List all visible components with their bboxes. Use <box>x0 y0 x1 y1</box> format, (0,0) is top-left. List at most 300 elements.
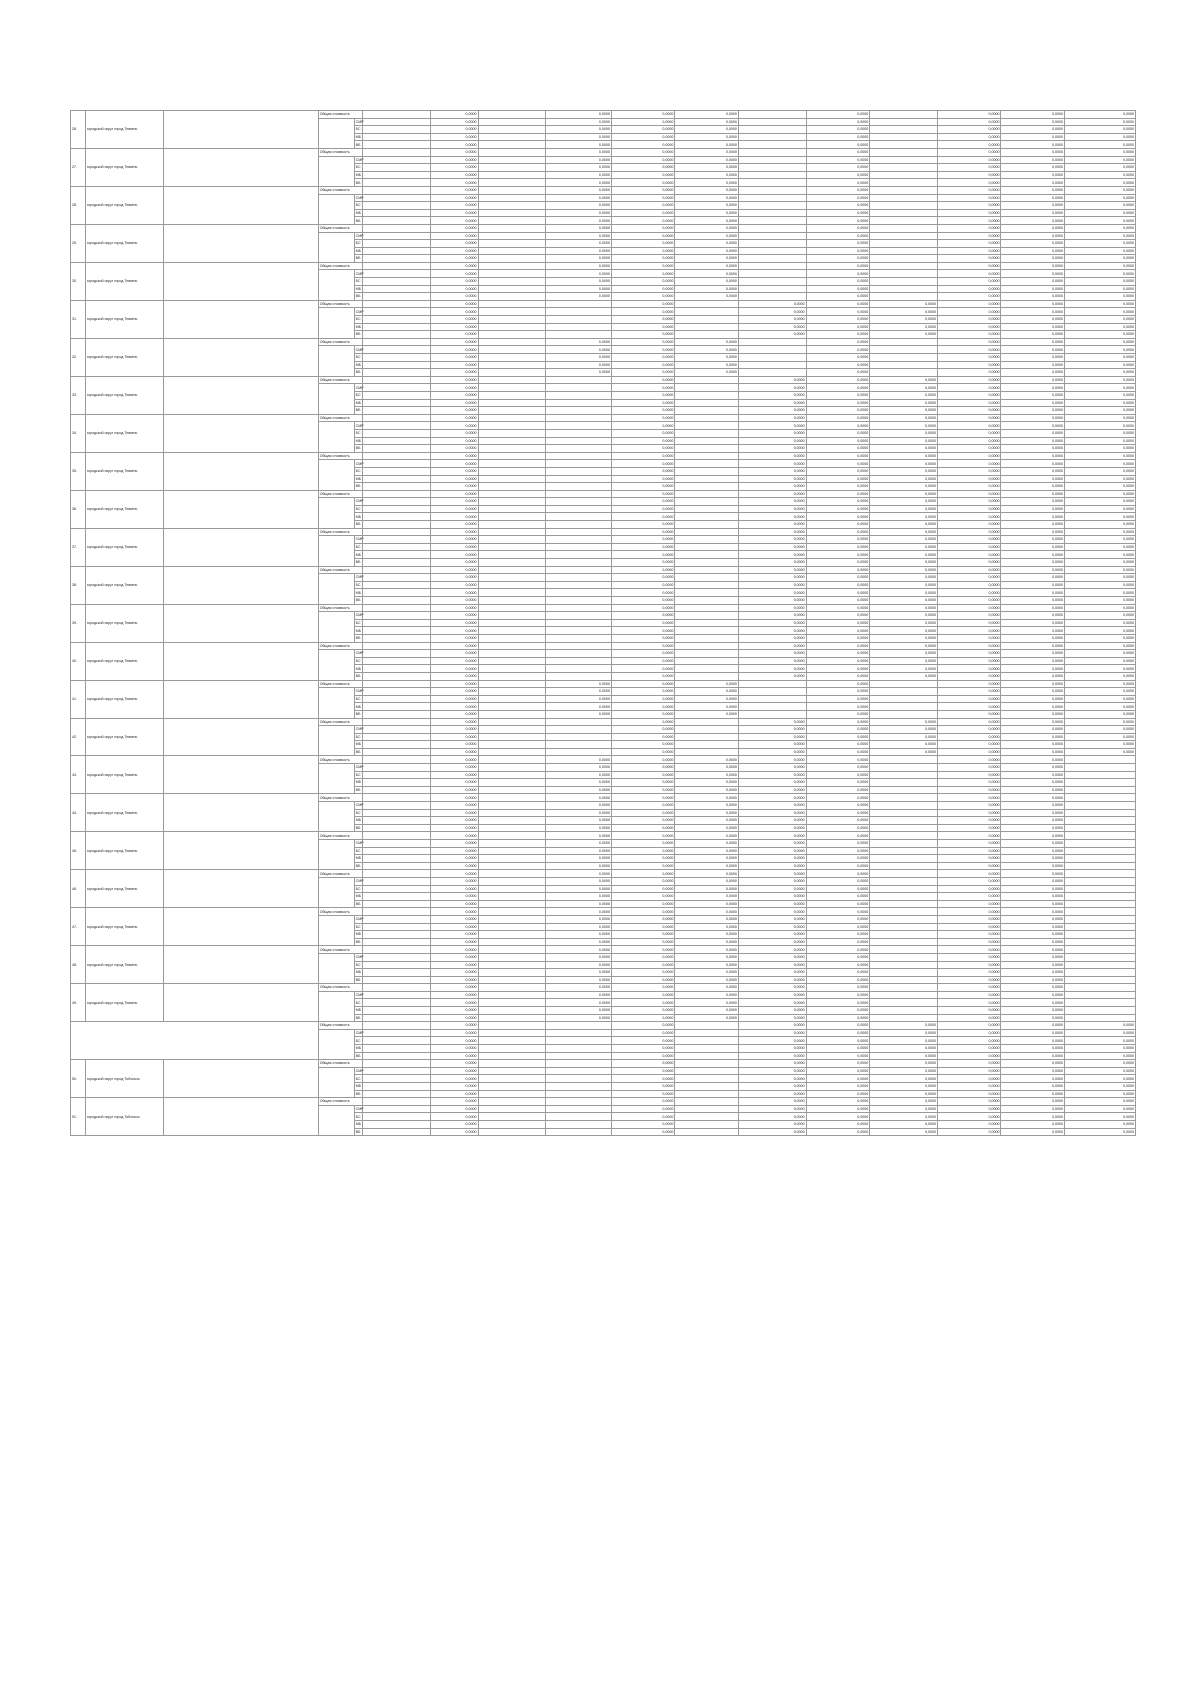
value-cell: 0,0000 <box>937 1037 1001 1045</box>
value-cell <box>363 642 431 650</box>
value-cell: 0,0000 <box>675 938 739 946</box>
value-cell: 0,0000 <box>937 1014 1001 1022</box>
value-cell <box>675 331 739 339</box>
value-cell: 0,0000 <box>546 817 612 825</box>
value-cell: 0,0000 <box>1001 991 1065 999</box>
value-cell: 0,0000 <box>611 141 675 149</box>
value-cell: 0,0000 <box>611 1037 675 1045</box>
value-cell: 0,0000 <box>937 361 1001 369</box>
value-cell <box>478 300 546 308</box>
value-cell <box>478 126 546 134</box>
value-cell: 0,0000 <box>937 422 1001 430</box>
value-cell: 0,0000 <box>611 490 675 498</box>
value-cell <box>363 1045 431 1053</box>
value-cell: 0,0000 <box>1064 642 1135 650</box>
sub-label: МБ <box>355 438 362 443</box>
value-cell: 0,0000 <box>806 232 870 240</box>
sub-label: МБ <box>355 932 362 937</box>
value-cell <box>546 422 612 430</box>
value-cell: 0,0000 <box>611 733 675 741</box>
table-row <box>71 604 1136 612</box>
value-cell: 0,0000 <box>611 953 675 961</box>
value-cell: 0,0000 <box>675 877 739 885</box>
value-cell: 0,0000 <box>546 278 612 286</box>
value-cell: 0,0000 <box>1001 156 1065 164</box>
object-description <box>164 566 319 604</box>
value-cell <box>478 581 546 589</box>
value-cell: 0,0000 <box>1001 111 1065 119</box>
value-cell: 0,0000 <box>546 247 612 255</box>
value-cell: 0,0000 <box>1064 323 1135 331</box>
value-cell: 0,0000 <box>870 521 938 529</box>
value-cell: 0,0000 <box>806 164 870 172</box>
value-cell: 0,0000 <box>1001 703 1065 711</box>
value-cell: 0,0000 <box>937 437 1001 445</box>
value-cell <box>870 961 938 969</box>
value-cell: 0,0000 <box>675 186 739 194</box>
value-cell <box>363 437 431 445</box>
sub-label: БС <box>354 1037 362 1045</box>
value-cell: 0,0000 <box>430 688 478 696</box>
value-cell <box>478 156 546 164</box>
object-description <box>164 148 319 186</box>
value-cell <box>870 885 938 893</box>
value-cell: 0,0000 <box>611 240 675 248</box>
value-cell: 0,0000 <box>611 118 675 126</box>
value-cell <box>478 953 546 961</box>
value-cell: 0,0000 <box>430 991 478 999</box>
value-cell: 0,0000 <box>546 346 612 354</box>
value-cell <box>478 877 546 885</box>
value-cell <box>478 923 546 931</box>
value-cell <box>363 323 431 331</box>
value-cell: 0,0000 <box>1064 429 1135 437</box>
value-cell <box>478 308 546 316</box>
value-cell: 0,0000 <box>675 338 739 346</box>
value-cell <box>1064 862 1135 870</box>
value-cell <box>363 1022 431 1030</box>
value-cell: 0,0000 <box>1064 672 1135 680</box>
value-cell: 0,0000 <box>806 688 870 696</box>
value-cell <box>478 232 546 240</box>
sub-label: Общая стоимость <box>318 224 362 232</box>
value-cell <box>363 1113 431 1121</box>
value-cell <box>363 293 431 301</box>
value-cell: 0,0000 <box>806 710 870 718</box>
sub-group-label <box>318 156 354 186</box>
sub-label: Общая стоимость <box>318 376 362 384</box>
value-cell: 0,0000 <box>430 179 478 187</box>
table-row <box>71 224 1136 232</box>
value-cell: 0,0000 <box>430 232 478 240</box>
value-cell: 0,0000 <box>806 467 870 475</box>
value-cell: 0,0000 <box>611 1014 675 1022</box>
value-cell: 0,0000 <box>546 953 612 961</box>
value-cell: 0,0000 <box>806 1083 870 1091</box>
value-cell: 0,0000 <box>675 164 739 172</box>
value-cell: 0,0000 <box>430 999 478 1007</box>
value-cell: 0,0000 <box>806 650 870 658</box>
value-cell: 0,0000 <box>738 908 806 916</box>
value-cell <box>1064 923 1135 931</box>
sub-label: СМР <box>355 537 364 542</box>
value-cell: 0,0000 <box>937 467 1001 475</box>
sub-label: БС <box>354 391 362 399</box>
value-cell: 0,0000 <box>870 422 938 430</box>
value-cell: 0,0000 <box>611 308 675 316</box>
value-cell: 0,0000 <box>430 1098 478 1106</box>
value-cell <box>478 141 546 149</box>
value-cell <box>363 475 431 483</box>
value-cell <box>675 1128 739 1136</box>
value-cell <box>363 840 431 848</box>
value-cell: 0,0000 <box>1001 688 1065 696</box>
value-cell: 0,0000 <box>1001 247 1065 255</box>
value-cell <box>363 126 431 134</box>
value-cell <box>675 513 739 521</box>
sub-label: Общая стоимость <box>318 186 362 194</box>
value-cell: 0,0000 <box>1064 1022 1135 1030</box>
value-cell: 0,0000 <box>806 338 870 346</box>
value-cell <box>870 991 938 999</box>
value-cell: 0,0000 <box>1001 817 1065 825</box>
value-cell <box>546 1113 612 1121</box>
value-cell: 0,0000 <box>738 399 806 407</box>
value-cell <box>546 612 612 620</box>
value-cell: 0,0000 <box>937 209 1001 217</box>
value-cell <box>1064 764 1135 772</box>
value-cell: 0,0000 <box>806 1113 870 1121</box>
row-number: 31. <box>71 300 86 338</box>
value-cell: 0,0000 <box>870 391 938 399</box>
value-cell: 0,0000 <box>1001 855 1065 863</box>
value-cell <box>363 354 431 362</box>
value-cell: 0,0000 <box>937 710 1001 718</box>
sub-label: БС <box>354 695 362 703</box>
value-cell: 0,0000 <box>806 999 870 1007</box>
sub-label: МБ <box>355 134 362 139</box>
sub-group-label <box>318 991 354 1021</box>
value-cell: 0,0000 <box>738 498 806 506</box>
value-cell <box>363 984 431 992</box>
value-cell: 0,0000 <box>806 217 870 225</box>
value-cell <box>546 650 612 658</box>
value-cell: 0,0000 <box>806 1120 870 1128</box>
value-cell: 0,0000 <box>870 475 938 483</box>
value-cell: 0,0000 <box>1001 232 1065 240</box>
sub-label: БС <box>354 809 362 817</box>
value-cell <box>675 308 739 316</box>
value-cell: 0,0000 <box>611 391 675 399</box>
value-cell: 0,0000 <box>1064 703 1135 711</box>
value-cell <box>675 748 739 756</box>
value-cell: 0,0000 <box>430 118 478 126</box>
value-cell: 0,0000 <box>1001 209 1065 217</box>
object-description <box>164 186 319 224</box>
value-cell: 0,0000 <box>738 483 806 491</box>
value-cell: 0,0000 <box>937 111 1001 119</box>
value-cell: 0,0000 <box>1064 718 1135 726</box>
value-cell <box>363 634 431 642</box>
value-cell <box>478 779 546 787</box>
value-cell: 0,0000 <box>806 786 870 794</box>
value-cell: 0,0000 <box>1064 376 1135 384</box>
value-cell: 0,0000 <box>738 513 806 521</box>
value-cell: 0,0000 <box>430 877 478 885</box>
value-cell: 0,0000 <box>611 270 675 278</box>
value-cell: 0,0000 <box>675 270 739 278</box>
value-cell: 0,0000 <box>430 589 478 597</box>
value-cell <box>675 384 739 392</box>
value-cell <box>546 414 612 422</box>
value-cell: 0,0000 <box>937 1007 1001 1015</box>
value-cell <box>363 141 431 149</box>
value-cell: 0,0000 <box>937 429 1001 437</box>
value-cell: 0,0000 <box>738 528 806 536</box>
value-cell: 0,0000 <box>430 581 478 589</box>
value-cell: 0,0000 <box>546 999 612 1007</box>
value-cell: 0,0000 <box>1001 779 1065 787</box>
value-cell: 0,0000 <box>430 566 478 574</box>
value-cell: 0,0000 <box>430 361 478 369</box>
value-cell <box>870 247 938 255</box>
value-cell: 0,0000 <box>430 984 478 992</box>
value-cell <box>478 900 546 908</box>
value-cell: 0,0000 <box>546 862 612 870</box>
value-cell: 0,0000 <box>1064 1029 1135 1037</box>
value-cell <box>478 270 546 278</box>
value-cell: 0,0000 <box>1064 619 1135 627</box>
value-cell <box>738 293 806 301</box>
value-cell: 0,0000 <box>937 148 1001 156</box>
value-cell <box>478 786 546 794</box>
row-number: 29. <box>71 224 86 262</box>
value-cell <box>363 581 431 589</box>
value-cell <box>870 118 938 126</box>
value-cell: 0,0000 <box>1064 475 1135 483</box>
municipality-name: городской округ город Тюмень <box>85 300 163 338</box>
value-cell: 0,0000 <box>430 885 478 893</box>
value-cell: 0,0000 <box>430 1067 478 1075</box>
value-cell: 0,0000 <box>1001 748 1065 756</box>
value-cell: 0,0000 <box>430 513 478 521</box>
value-cell <box>1064 969 1135 977</box>
object-description <box>164 756 319 794</box>
sub-label: ВБ <box>354 862 362 870</box>
value-cell: 0,0000 <box>1064 156 1135 164</box>
value-cell <box>478 733 546 741</box>
value-cell: 0,0000 <box>611 931 675 939</box>
value-cell: 0,0000 <box>1001 316 1065 324</box>
table-row <box>71 376 1136 384</box>
value-cell: 0,0000 <box>806 794 870 802</box>
value-cell: 0,0000 <box>546 885 612 893</box>
sub-label: БС <box>354 1113 362 1121</box>
sub-label: СМР <box>355 727 364 732</box>
value-cell <box>363 680 431 688</box>
value-cell: 0,0000 <box>1001 999 1065 1007</box>
value-cell: 0,0000 <box>675 217 739 225</box>
sub-group-label <box>318 460 354 490</box>
value-cell: 0,0000 <box>806 179 870 187</box>
value-cell: 0,0000 <box>870 437 938 445</box>
value-cell: 0,0000 <box>806 361 870 369</box>
value-cell: 0,0000 <box>430 536 478 544</box>
value-cell <box>546 521 612 529</box>
value-cell <box>363 710 431 718</box>
value-cell: 0,0000 <box>937 862 1001 870</box>
value-cell: 0,0000 <box>1064 384 1135 392</box>
sub-label: МБ <box>355 628 362 633</box>
value-cell: 0,0000 <box>870 733 938 741</box>
value-cell <box>478 1090 546 1098</box>
value-cell: 0,0000 <box>611 991 675 999</box>
value-cell: 0,0000 <box>1064 695 1135 703</box>
sub-label: ВБ <box>354 597 362 605</box>
sub-label: МБ <box>355 248 362 253</box>
sub-label: БС <box>354 126 362 134</box>
value-cell: 0,0000 <box>611 1098 675 1106</box>
value-cell <box>478 604 546 612</box>
value-cell <box>478 536 546 544</box>
value-cell: 0,0000 <box>546 877 612 885</box>
value-cell: 0,0000 <box>430 809 478 817</box>
value-cell <box>478 976 546 984</box>
value-cell <box>478 665 546 673</box>
value-cell: 0,0000 <box>1001 870 1065 878</box>
value-cell <box>546 718 612 726</box>
value-cell <box>363 969 431 977</box>
value-cell <box>363 346 431 354</box>
sub-label: Общая стоимость <box>318 528 362 536</box>
value-cell: 0,0000 <box>611 217 675 225</box>
value-cell: 0,0000 <box>806 1128 870 1136</box>
value-cell <box>546 741 612 749</box>
municipality-name: городской округ город Тюмень <box>85 186 163 224</box>
value-cell: 0,0000 <box>1064 513 1135 521</box>
value-cell: 0,0000 <box>546 179 612 187</box>
value-cell: 0,0000 <box>870 1083 938 1091</box>
value-cell <box>738 171 806 179</box>
value-cell: 0,0000 <box>611 1120 675 1128</box>
value-cell <box>870 908 938 916</box>
value-cell: 0,0000 <box>546 285 612 293</box>
value-cell: 0,0000 <box>806 498 870 506</box>
value-cell: 0,0000 <box>870 331 938 339</box>
value-cell <box>546 733 612 741</box>
value-cell: 0,0000 <box>870 1120 938 1128</box>
value-cell: 0,0000 <box>870 726 938 734</box>
value-cell: 0,0000 <box>806 247 870 255</box>
value-cell <box>363 316 431 324</box>
value-cell: 0,0000 <box>806 414 870 422</box>
value-cell <box>363 384 431 392</box>
value-cell: 0,0000 <box>430 779 478 787</box>
value-cell: 0,0000 <box>430 634 478 642</box>
value-cell: 0,0000 <box>611 756 675 764</box>
value-cell <box>363 764 431 772</box>
value-cell <box>478 445 546 453</box>
value-cell: 0,0000 <box>611 650 675 658</box>
value-cell <box>546 1045 612 1053</box>
value-cell <box>363 255 431 263</box>
value-cell: 0,0000 <box>1001 1090 1065 1098</box>
value-cell: 0,0000 <box>546 938 612 946</box>
value-cell <box>870 224 938 232</box>
row-number: 41. <box>71 680 86 718</box>
value-cell: 0,0000 <box>1001 794 1065 802</box>
value-cell <box>478 118 546 126</box>
value-cell: 0,0000 <box>611 1029 675 1037</box>
sub-label: МБ <box>355 704 362 709</box>
value-cell <box>546 597 612 605</box>
table-row <box>71 1060 1136 1068</box>
value-cell: 0,0000 <box>870 589 938 597</box>
value-cell <box>546 407 612 415</box>
sub-label: СМР <box>355 765 364 770</box>
value-cell: 0,0000 <box>937 589 1001 597</box>
value-cell: 0,0000 <box>870 1045 938 1053</box>
value-cell: 0,0000 <box>430 308 478 316</box>
value-cell: 0,0000 <box>738 1060 806 1068</box>
sub-group-label <box>318 308 354 338</box>
value-cell: 0,0000 <box>738 1120 806 1128</box>
object-description <box>164 300 319 338</box>
value-cell: 0,0000 <box>675 756 739 764</box>
value-cell: 0,0000 <box>1001 733 1065 741</box>
value-cell <box>478 634 546 642</box>
value-cell: 0,0000 <box>937 748 1001 756</box>
value-cell <box>363 490 431 498</box>
value-cell: 0,0000 <box>546 1014 612 1022</box>
value-cell: 0,0000 <box>1001 847 1065 855</box>
value-cell: 0,0000 <box>937 999 1001 1007</box>
value-cell <box>478 915 546 923</box>
value-cell: 0,0000 <box>806 483 870 491</box>
value-cell: 0,0000 <box>1001 840 1065 848</box>
sub-group-label <box>318 194 354 224</box>
sub-label: БС <box>354 505 362 513</box>
sub-label: ВБ <box>354 179 362 187</box>
row-number: 36. <box>71 490 86 528</box>
value-cell <box>363 376 431 384</box>
value-cell <box>363 285 431 293</box>
value-cell: 0,0000 <box>738 521 806 529</box>
value-cell <box>546 376 612 384</box>
value-cell: 0,0000 <box>675 931 739 939</box>
sub-label: ВБ <box>354 824 362 832</box>
value-cell <box>478 224 546 232</box>
value-cell <box>870 1014 938 1022</box>
value-cell: 0,0000 <box>430 559 478 567</box>
value-cell <box>478 437 546 445</box>
value-cell: 0,0000 <box>430 657 478 665</box>
sub-label: Общая стоимость <box>318 300 362 308</box>
value-cell: 0,0000 <box>738 1052 806 1060</box>
value-cell <box>546 1022 612 1030</box>
value-cell: 0,0000 <box>430 619 478 627</box>
value-cell: 0,0000 <box>1001 961 1065 969</box>
value-cell: 0,0000 <box>611 574 675 582</box>
value-cell: 0,0000 <box>611 597 675 605</box>
value-cell: 0,0000 <box>806 285 870 293</box>
value-cell: 0,0000 <box>738 809 806 817</box>
value-cell <box>675 642 739 650</box>
value-cell: 0,0000 <box>870 384 938 392</box>
value-cell <box>363 240 431 248</box>
sub-label: МБ <box>355 1084 362 1089</box>
value-cell: 0,0000 <box>738 870 806 878</box>
